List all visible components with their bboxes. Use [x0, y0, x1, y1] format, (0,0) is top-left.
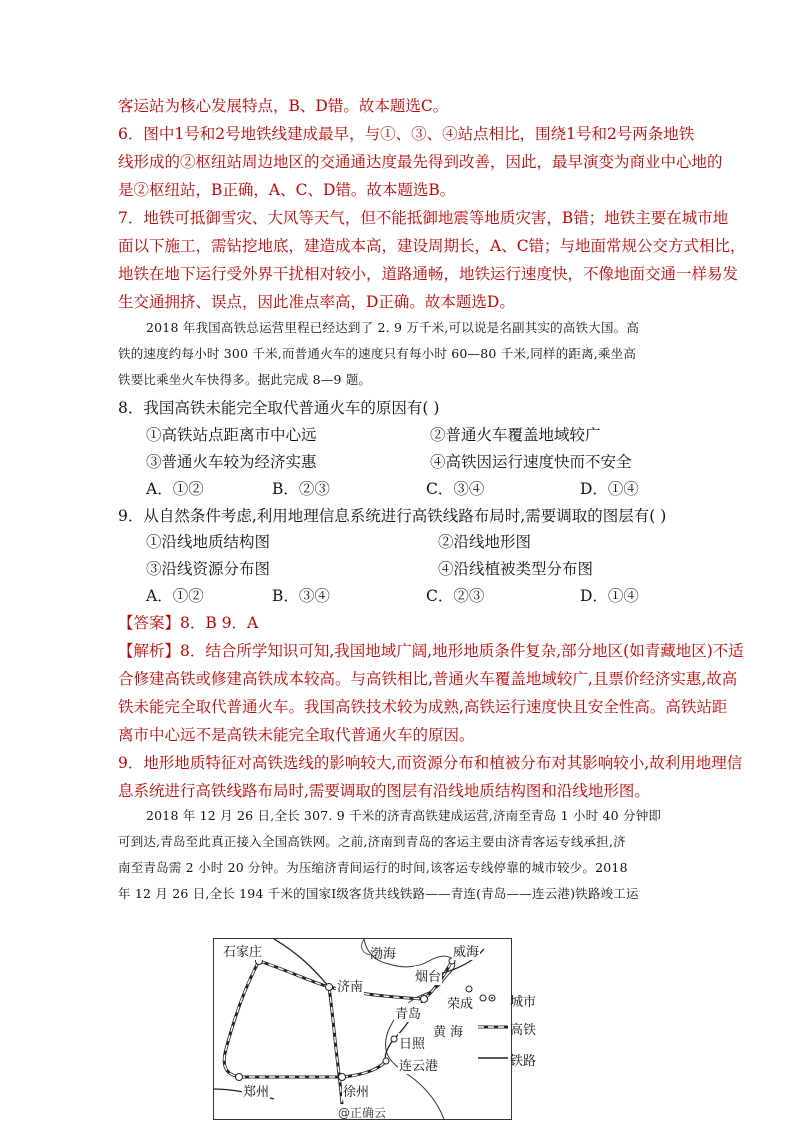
- city-marker-zhengzhou: [236, 1074, 243, 1081]
- rail-map: [213, 938, 512, 1120]
- city-label-xuzhou: 徐州: [342, 1081, 370, 1100]
- city-marker-qingdao: [421, 996, 428, 1003]
- analysis-q7-line-4: 生交通拥挤、误点，因此准点率高，D正确。故本题选D。: [118, 293, 515, 311]
- q9-statement-4: ④沿线植被类型分布图: [438, 560, 594, 578]
- q8-option-c[interactable]: C．③④: [426, 480, 485, 498]
- q9-option-c[interactable]: C．②③: [426, 587, 485, 605]
- q9-option-d[interactable]: D．①④: [580, 587, 639, 605]
- q9-statement-3: ③沿线资源分布图: [146, 560, 271, 578]
- analysis-q7-line-3: 地铁在地下运行受外界干扰相对较小，道路通畅，地铁运行速度快，不像地面交通一样易发: [118, 265, 739, 283]
- legend-railway-symbol: [478, 1053, 508, 1063]
- hsr-xuzhou-lianyungang: [342, 1061, 386, 1077]
- q8-statement-2: ②普通火车覆盖地域较广: [430, 426, 601, 444]
- legend-city-symbol: [478, 992, 498, 1004]
- question-8-stem: 8．我国高铁未能完全取代普通火车的原因有( ): [118, 399, 440, 417]
- sea-label-huanghai: 黄 海: [433, 1025, 464, 1040]
- q8-statement-3: ③普通火车较为经济实惠: [146, 453, 317, 471]
- analysis-q5-tail: 客运站为核心发展特点，B、D错。故本题选C。: [118, 97, 449, 115]
- city-marker-rizhao: [391, 1036, 397, 1042]
- q9-option-a[interactable]: A．①②: [146, 587, 204, 605]
- q8-statement-1: ①高铁站点距离市中心远: [146, 426, 317, 444]
- answer-line: [118, 613, 258, 633]
- analysis-line-1: [118, 641, 744, 661]
- analysis-line-6: 息系统进行高铁线路布局时,需要调取的图层有沿线地质结构图和沿线地形图。: [118, 782, 650, 800]
- hsr-shijiazhuang-zhengzhou: [224, 961, 259, 1077]
- passage2-line-4: 年 12 月 26 日,全长 194 千米的国家Ⅰ级客货共线铁路——青连(青岛——连云港)铁路竣工运: [118, 886, 639, 901]
- city-label-jinan: 济南: [336, 976, 364, 995]
- passage2-line-3: 南至青岛需 2 小时 20 分钟。为压缩济青间运行的时间,该客运专线停靠的城市较少。2018: [118, 860, 628, 875]
- analysis-q6-line-3: 是②枢纽站，B正确，A、C、D错。故本题选B。: [118, 181, 456, 199]
- legend-city-label: 城市: [510, 995, 537, 1010]
- question-9-stem: 9．从自然条件考虑,利用地理信息系统进行高铁线路布局时,需要调取的图层有( ): [118, 507, 667, 525]
- legend-hsr-symbol: [478, 1022, 508, 1032]
- passage1-line-1: 2018 年我国高铁总运营里程已经达到了 2. 9 万千米,可以说是名副其实的高铁大国。高: [146, 320, 640, 335]
- q9-statement-1: ①沿线地质结构图: [146, 533, 271, 551]
- q8-option-d[interactable]: D．①④: [580, 480, 639, 498]
- analysis-q7-line-1: 7．地铁可抵御雪灾、大风等天气，但不能抵御地震等地质灾害，B错；地铁主要在城市地: [118, 209, 729, 227]
- city-marker-jinan: [326, 984, 333, 991]
- city-label-rizhao: 日照: [398, 1033, 426, 1052]
- legend-railway-label: 铁路: [510, 1054, 537, 1069]
- city-label-zhengzhou: 郑州: [242, 1081, 270, 1100]
- analysis-line-3: 铁未能完全取代普通火车。我国高铁技术较为成熟,高铁运行速度快且安全性高。高铁站距: [118, 698, 728, 716]
- city-marker-lianyungang: [383, 1058, 389, 1064]
- passage2-line-1: 2018 年 12 月 26 日,全长 307. 9 千米的济青高铁建成运营,济南至青岛 1 小时 40 分钟即: [146, 808, 662, 823]
- city-label-weihai: 威海: [452, 941, 480, 960]
- city-label-rongcheng: 荣成: [446, 993, 474, 1012]
- answer-tag: 【答案】: [118, 614, 181, 632]
- analysis-q6-line-1: 6．图中1号和2号地铁线建成最早，与①、③、④站点相比，围绕1号和2号两条地铁: [118, 125, 695, 143]
- legend-hsr-label: 高铁: [510, 1023, 537, 1038]
- city-label-lianyungang: 连云港: [398, 1055, 439, 1074]
- answer-text: 8．B 9．A: [180, 614, 259, 632]
- city-marker-xuzhou: [339, 1074, 346, 1081]
- city-marker-rongcheng: [466, 986, 472, 992]
- analysis-q7-line-2: 面以下施工，需钻挖地底，建造成本高，建设周期长，A、C错；与地面常规公交方式相比，: [118, 237, 746, 255]
- sea-label-bohai: 渤海: [370, 947, 397, 962]
- q8-statement-4: ④高铁因运行速度快而不安全: [430, 453, 632, 471]
- city-label-shijiazhuang: 石家庄: [222, 941, 263, 960]
- watermark: @正确云: [338, 1106, 387, 1120]
- analysis-line-4: 离市中心远不是高铁未能完全取代普通火车的原因。: [118, 726, 475, 744]
- analysis-tag: 【解析】: [118, 642, 181, 660]
- analysis-q6-line-2: 线形成的②枢纽站周边地区的交通通达度最先得到改善，因此，最早演变为商业中心地的: [118, 153, 723, 171]
- passage1-line-3: 铁要比乘坐火车快得多。据此完成 8—9 题。: [118, 372, 372, 387]
- q8-option-a[interactable]: A．①②: [146, 480, 204, 498]
- analysis-text-1: 8．结合所学知识可知,我国地域广阔,地形地质条件复杂,部分地区(如青藏地区)不适: [180, 642, 744, 660]
- q9-option-b[interactable]: B．③④: [272, 587, 330, 605]
- railway-north: [274, 939, 329, 987]
- q9-statement-2: ②沿线地形图: [438, 533, 532, 551]
- passage2-line-2: 可到达,青岛至此真正接入全国高铁网。之前,济南到青岛的客运主要由济青客运专线承担,济: [118, 834, 626, 849]
- city-label-yantai: 烟台: [414, 966, 442, 985]
- city-label-qingdao: 青岛: [394, 1003, 422, 1022]
- passage1-line-2: 铁的速度约每小时 300 千米,而普通火车的速度只有每小时 60—80 千米,同样的距离,乘坐高: [118, 346, 637, 361]
- analysis-line-5: 9．地形地质特征对高铁选线的影响较大,而资源分布和植被分布对其影响较小,故利用地理信: [118, 754, 743, 772]
- q8-option-b[interactable]: B．②③: [272, 480, 330, 498]
- analysis-line-2: 合修建高铁或修建高铁成本较高。与高铁相比,普通火车覆盖地域较广,且票价经济实惠,故高: [118, 670, 738, 688]
